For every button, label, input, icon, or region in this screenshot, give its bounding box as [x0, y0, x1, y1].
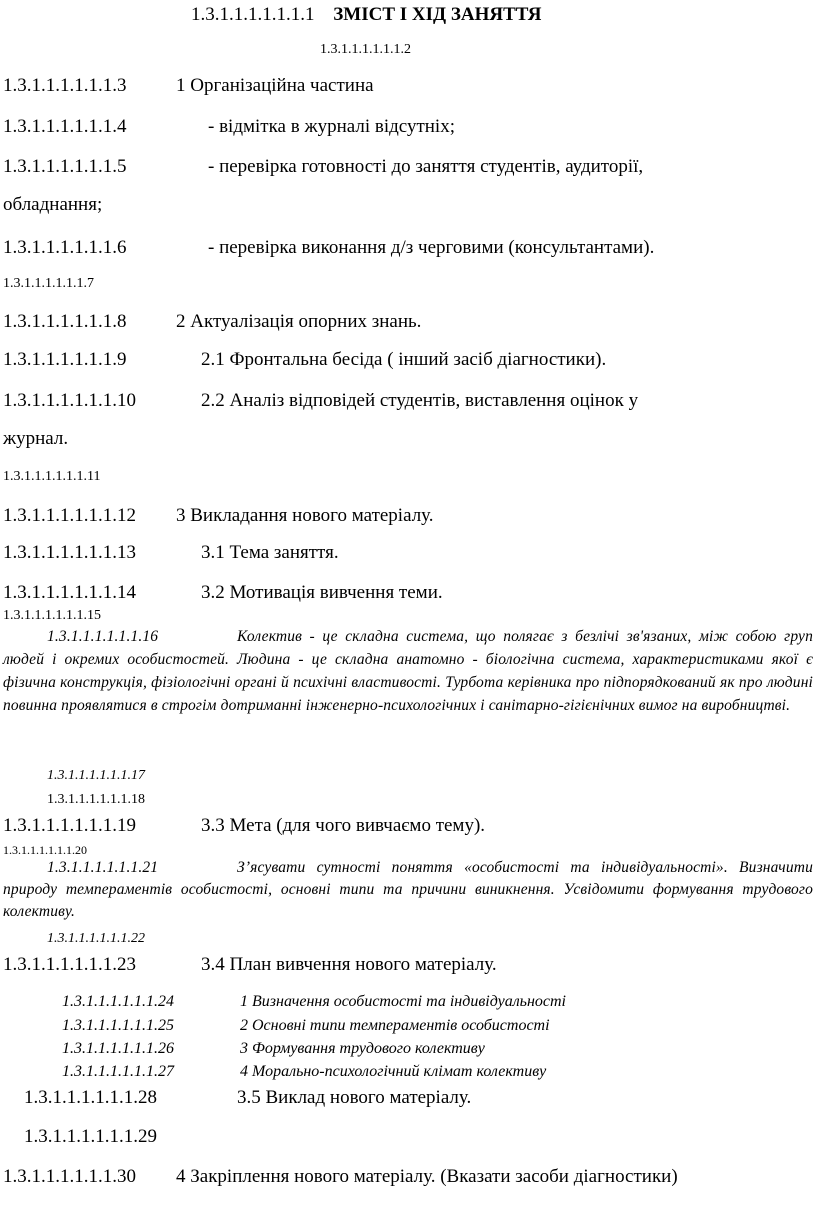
item-number: 1.3.1.1.1.1.1.1.9 [3, 349, 127, 370]
item-number: 1.3.1.1.1.1.1.1.10 [3, 390, 136, 411]
item-number: 1.3.1.1.1.1.1.1.25 [62, 1017, 174, 1034]
item-number: 1.3.1.1.1.1.1.1.23 [3, 954, 136, 975]
item-number: 1.3.1.1.1.1.1.1.22 [47, 931, 145, 946]
item-number: 1.3.1.1.1.1.1.1.12 [3, 505, 136, 526]
item-text: 3 Викладання нового матеріалу. [176, 505, 434, 526]
item-text: 3.2 Мотивація вивчення теми. [201, 582, 443, 603]
item-text: Колектив - це складна система, що полягає з безлічі зв'язаних, між собою груп людей і окремих особистостей. Людина - це складна анатомно - біологічна система, характеристиками якої є фізична конструкція, фізіологічні органі й психічні властивості. Турбота керівника про підпорядкований як про людині повинна проявлятися в строгім дотриманні інженерно-психологічних і санітарно-гігієнічних вимог на виробництві. [3, 628, 813, 714]
plan-item [62, 1040, 485, 1058]
list-item [3, 1166, 678, 1188]
item-number: 1.3.1.1.1.1.1.1.28 [24, 1087, 157, 1108]
item-text-continuation: обладнання; [3, 194, 103, 215]
item-text: 3.5 Виклад нового матеріалу. [237, 1087, 472, 1108]
plan-item [62, 993, 566, 1011]
item-text: 3.1 Тема заняття. [201, 542, 339, 563]
item-number: 1.3.1.1.1.1.1.1.13 [3, 542, 136, 563]
paragraph-collective [3, 625, 813, 717]
item-number: 1.3.1.1.1.1.1.1.29 [24, 1126, 157, 1147]
list-item [3, 237, 654, 259]
list-item [3, 390, 638, 412]
page-title: ЗМІСТ І ХІД ЗАНЯТТЯ [333, 4, 542, 25]
item-number: 1.3.1.1.1.1.1.1.18 [47, 792, 145, 807]
header-line [191, 4, 541, 26]
item-number: 1.3.1.1.1.1.1.1.30 [3, 1166, 136, 1187]
item-number: 1.3.1.1.1.1.1.1.11 [3, 469, 101, 484]
item-text: 3 Формування трудового колективу [240, 1040, 485, 1057]
item-text: 2.1 Фронтальна бесіда ( інший засіб діагностики). [201, 349, 607, 370]
item-number: 1.3.1.1.1.1.1.1.26 [62, 1040, 174, 1057]
item-number: 1.3.1.1.1.1.1.1.16 [47, 628, 159, 645]
item-text: 2 Основні типи темпераментів особистості [240, 1017, 550, 1034]
item-number: 1.3.1.1.1.1.1.1.4 [3, 116, 127, 137]
item-number: 1.3.1.1.1.1.1.1.7 [3, 276, 94, 291]
plan-item [62, 1017, 550, 1035]
item-text: - перевірка виконання д/з черговими (консультантами). [208, 237, 655, 258]
list-item [3, 311, 421, 333]
plan-item [62, 1063, 546, 1081]
item-number: 1.3.1.1.1.1.1.1.6 [3, 237, 127, 258]
item-number: 1.3.1.1.1.1.1.1.27 [62, 1063, 174, 1080]
item-number: 1.3.1.1.1.1.1.1.20 [3, 843, 87, 857]
item-text: - відмітка в журналі відсутніх; [208, 116, 455, 137]
item-text: 1 Визначення особистості та індивідуальності [240, 993, 566, 1010]
list-item [3, 815, 485, 837]
paragraph-goal [3, 857, 813, 923]
item-number: 1.3.1.1.1.1.1.1.5 [3, 156, 127, 177]
list-item [3, 954, 497, 976]
item-text: 4 Морально-психологічний клімат колективу [240, 1063, 547, 1080]
item-text: 3.4 План вивчення нового матеріалу. [201, 954, 497, 975]
item-number: 1.3.1.1.1.1.1.1.24 [62, 993, 174, 1010]
list-item [3, 582, 443, 604]
item-number: 1.3.1.1.1.1.1.1.21 [47, 859, 159, 876]
item-text: - перевірка готовності до заняття студентів, аудиторії, [208, 156, 644, 177]
item-text: 1 Організаційна частина [176, 75, 374, 96]
list-item [3, 505, 434, 527]
item-number: 1.3.1.1.1.1.1.1.17 [47, 768, 145, 783]
list-item [3, 349, 606, 371]
item-number: 1.3.1.1.1.1.1.1.3 [3, 75, 127, 96]
item-number: 1.3.1.1.1.1.1.1.15 [3, 608, 101, 623]
list-item [3, 156, 643, 178]
list-item [24, 1087, 471, 1109]
list-item [3, 542, 339, 564]
item-text-continuation: журнал. [3, 428, 69, 449]
item-text: 2 Актуалізація опорних знань. [176, 311, 422, 332]
item-text: 4 Закріплення нового матеріалу. (Вказати засоби діагностики) [176, 1166, 678, 1187]
item-text: 2.2 Аналіз відповідей студентів, виставлення оцінок у [201, 390, 639, 411]
item-number: 1.3.1.1.1.1.1.1.8 [3, 311, 127, 332]
list-item [3, 116, 455, 138]
item-text: З’ясувати сутності поняття «особистості та індивідуальності». Визначити природу темпераментів особистості, основні типи та причини виникнення. Усвідомити формування трудового колективу. [3, 859, 813, 920]
header-sub-number: 1.3.1.1.1.1.1.1.2 [320, 42, 411, 57]
header-number: 1.3.1.1.1.1.1.1.1 [191, 4, 315, 25]
item-number: 1.3.1.1.1.1.1.1.19 [3, 815, 136, 836]
list-item [3, 75, 374, 97]
item-number: 1.3.1.1.1.1.1.1.14 [3, 582, 136, 603]
item-text: 3.3 Мета (для чого вивчаємо тему). [201, 815, 486, 836]
